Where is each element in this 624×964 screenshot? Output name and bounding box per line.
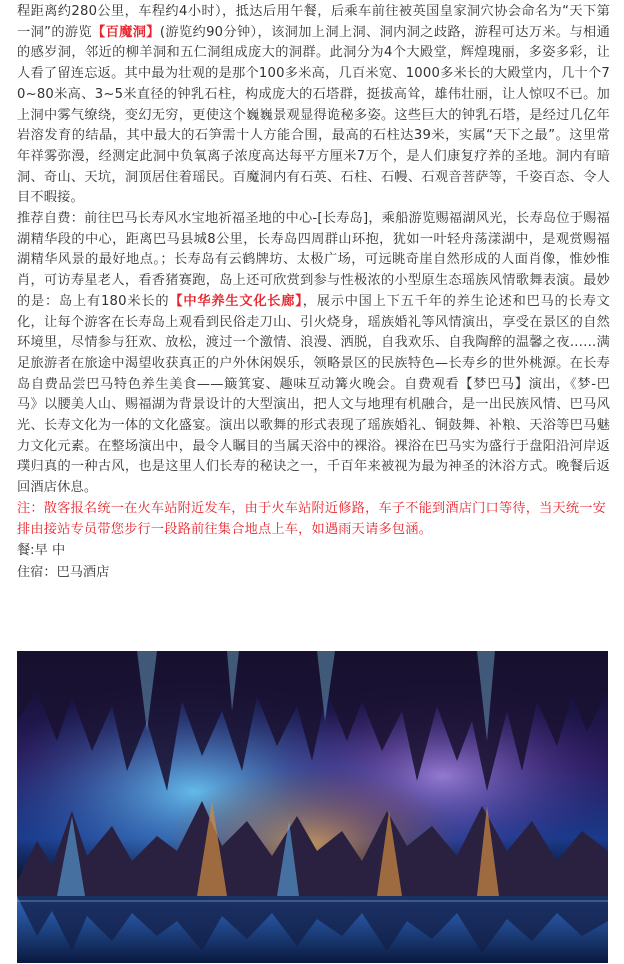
hotel-info: 住宿：巴马酒店 — [17, 565, 110, 581]
notice-text: 注：散客报名统一在火车站附近发车，由于火车站附近修路，车子不能到酒店门口等待，当天统一安排由接站专员带您步行一段路前往集合地点上车，如遇雨天请多包涵。 — [17, 500, 607, 537]
meals-info: 餐:早 中 — [17, 543, 66, 559]
optional-tour-text-cont: ，展示中国上下五千年的养生论述和巴马的长寿文化，让每个游客在长寿岛上观看到民俗走刀山、引火烧身，瑶族婚礼等风情演出，享受在景区的自然环境里，尽情参与狂欢、放松，渡过一个激情、浪漫、洒脱，自我欢乐、自我陶醉的温馨之夜……满足旅游者在旅途中渴望收获真正的户外休闲娱乐，领略景区的民族特色—长寿乡的世外桃源。在长寿岛自费品尝巴马特色养生美食——簸箕宴、趣味互动篝火晚会。自费观看【梦巴马】演出，《梦-巴马》以腰美人山、赐福湖为背景设计的大型演出，把人文与地理有机融合，是一出民族风情、巴马风光、长寿文化为一体的文化盛宴。演出以歌舞的形式表现了瑶族婚礼、铜鼓舞、补粮、天浴等巴马魅力文化元素。在整场演出中，最令人瞩目的当属天浴中的裸浴。裸浴在巴马实为盛行于盘阳沿河岸返璞归真的一种古风，也是这里人们长寿的秘诀之一，千百年来被视为最为神圣的沐浴方式。晚餐后返回酒店休息。 — [17, 293, 610, 496]
baimo-cave-highlight: 【百魔洞】 — [92, 24, 160, 40]
cave-photo — [17, 651, 608, 963]
paragraph-cave-intro — [17, 0, 610, 209]
culture-corridor-highlight: 【中华养生文化长廊】 — [169, 293, 303, 309]
cave-intro-text: 程距离约280公里，车程约4小时），抵达后用午餐，后乘车前往被英国皇家洞穴协会命名为“天下第一洞”的游览 — [17, 4, 610, 40]
cave-description-text: (游览约90分钟），该洞加上洞上洞、洞内洞之歧路，游程可达万米。与相通的感岁洞，邻近的柳羊洞和五仁洞组成庞大的洞群。此洞分为4个大殿堂，辉煌瑰丽，多姿多彩，让人看了留连忘返。其中最为壮观的是那个100多米高，几百米宽、1000多米长的大殿堂内，几十个70~80米高、3~5米直径的钟乳石柱，构成庞大的石塔群，挺拔高耸，雄伟壮丽，让人惊叹不已。加上洞中雾气缭绕，变幻无穷，更使这个巍巍景观显得诡秘多姿。这些巨大的钟乳石塔，是经过几亿年岩溶发育的结晶，其中最大的石笋需十人方能合围，最高的石柱达39米，实属“天下之最”。这里常年祥雾弥漫，经测定此洞中负氧离子浓度高达每平方厘米7万个，是人们康复疗养的圣地。洞内有暗洞、奇山、天坑，洞顶居住着瑶民。百魔洞内有石英、石柱、石幔、石观音菩萨等，千姿百态、令人目不暇接。 — [17, 24, 610, 206]
optional-tour-text: 推荐自费：前往巴马长寿风水宝地祈福圣地的中心-[长寿岛]，乘船游览赐福湖风光，长寿岛位于赐福湖精华段的中心，距离巴马县城8公里，长寿岛四周群山环抱，犹如一叶轻舟荡漾湖中，是观赏赐福湖精华风景的最好地点。；长寿岛有云鹤牌坊、太极广场，可远眺奇崖自然形成的人面肖像，惟妙惟肖，可访寿星老人，看香猪赛跑，岛上还可欣赏到参与性极浓的小型原生态瑶族风情歌舞表演。最妙的是：岛上有180米长的 — [17, 211, 610, 309]
paragraph-optional-tour — [17, 209, 610, 499]
